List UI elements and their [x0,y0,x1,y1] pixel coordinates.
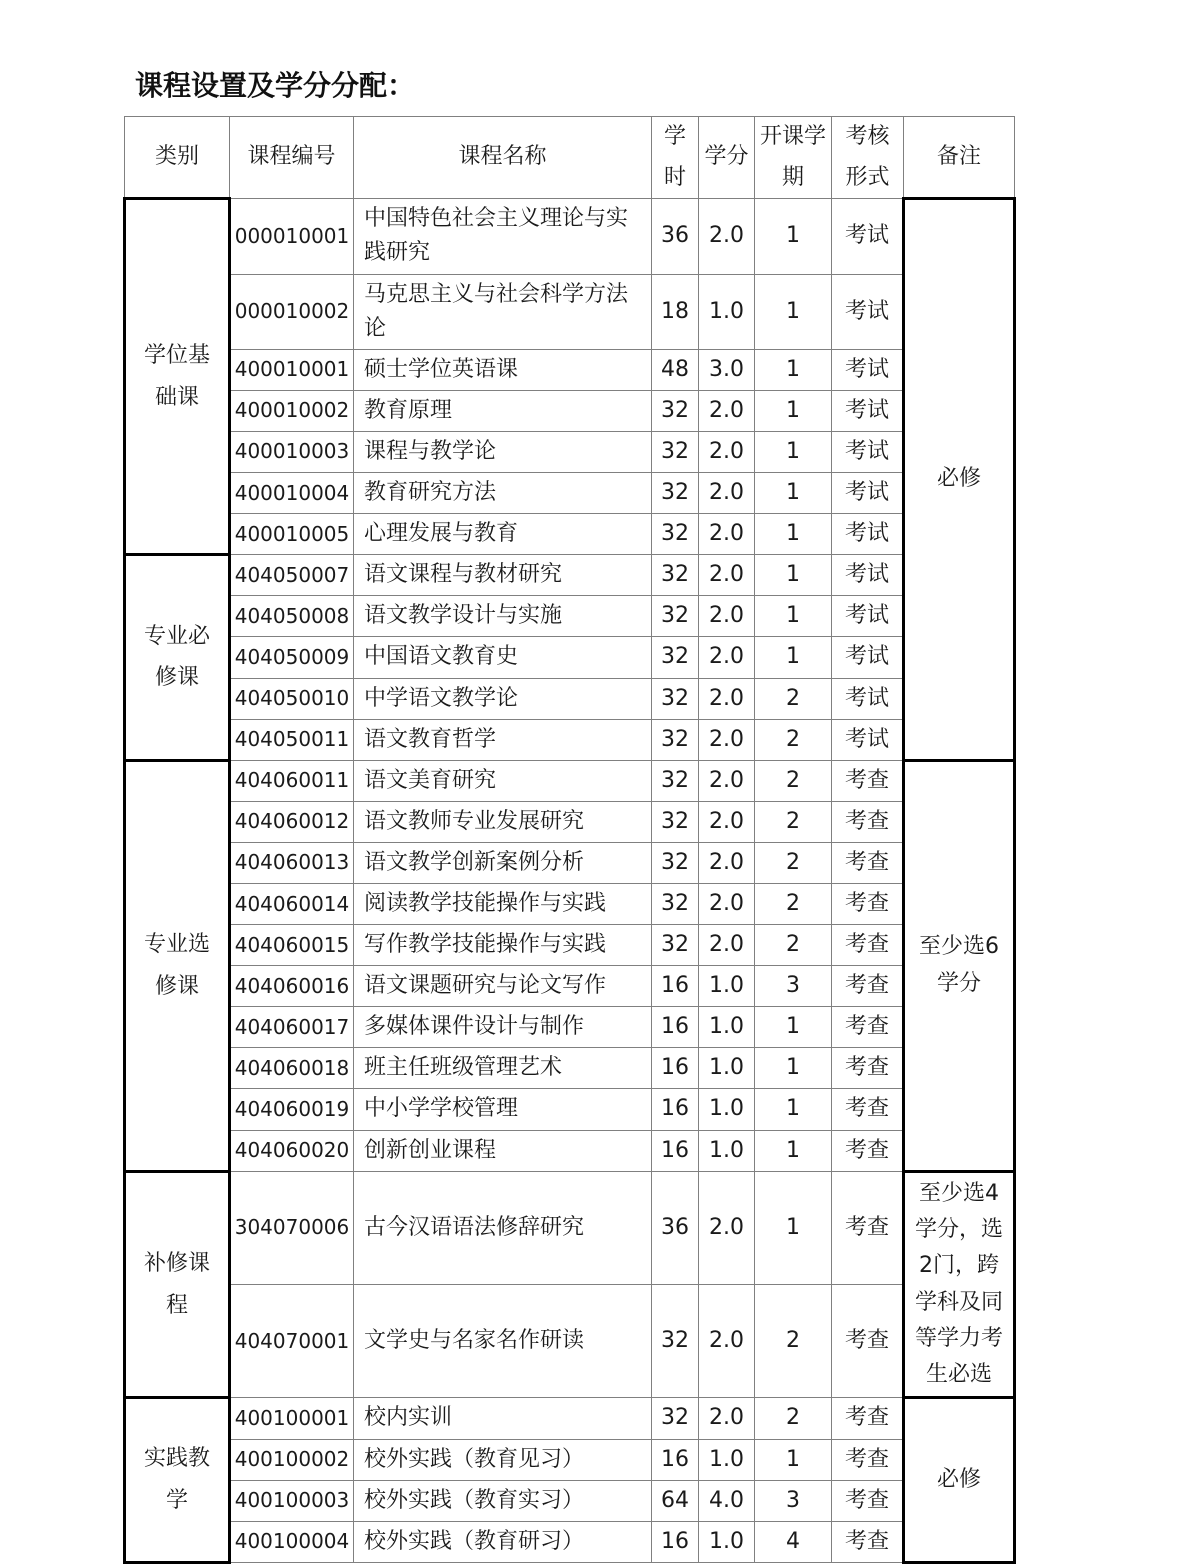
assessment-cell: 考查 [832,966,904,1007]
course-name-cell: 课程与教学论 [354,431,652,472]
course-id-cell: 404060020 [230,1130,354,1171]
semester-cell: 1 [755,274,832,349]
course-id-cell: 404060016 [230,966,354,1007]
assessment-cell: 考试 [832,678,904,719]
hours-cell: 32 [652,883,699,924]
course-name-cell: 写作教学技能操作与实践 [354,925,652,966]
hours-cell: 16 [652,1521,699,1562]
assessment-cell: 考试 [832,555,904,596]
credits-cell: 2.0 [699,473,755,514]
credits-cell: 1.0 [699,1521,755,1562]
semester-cell: 3 [755,966,832,1007]
assessment-cell: 考查 [832,1285,904,1398]
hours-cell: 64 [652,1480,699,1521]
semester-cell: 2 [755,1285,832,1398]
credits-cell: 2.0 [699,925,755,966]
course-name-cell: 校内实训 [354,1398,652,1439]
semester-cell: 2 [755,760,832,801]
course-name-cell: 中国特色社会主义理论与实践研究 [354,199,652,274]
hours-cell: 16 [652,966,699,1007]
hours-cell: 32 [652,555,699,596]
course-name-cell: 教育原理 [354,390,652,431]
hours-cell: 32 [652,431,699,472]
credits-cell: 2.0 [699,637,755,678]
hours-cell: 32 [652,842,699,883]
course-row [125,1398,1015,1439]
course-id-cell: 304070006 [230,1171,354,1284]
hours-cell: 32 [652,473,699,514]
credits-cell: 1.0 [699,1048,755,1089]
credits-cell: 2.0 [699,1285,755,1398]
credits-cell: 2.0 [699,555,755,596]
semester-cell: 1 [755,1007,832,1048]
remark-cell: 必修 [904,1398,1015,1562]
semester-cell: 1 [755,637,832,678]
credits-cell: 2.0 [699,678,755,719]
header-category: 类别 [125,117,230,199]
hours-cell: 16 [652,1089,699,1130]
course-id-cell: 404060013 [230,842,354,883]
header-semester: 开课学期 [755,117,832,199]
credits-cell: 3.0 [699,349,755,390]
hours-cell: 32 [652,596,699,637]
course-id-cell: 404050007 [230,555,354,596]
course-row [125,1130,1015,1171]
course-id-cell: 404070001 [230,1285,354,1398]
assessment-cell: 考查 [832,1480,904,1521]
table-body [125,199,1015,1562]
hours-cell: 16 [652,1130,699,1171]
hours-cell: 32 [652,760,699,801]
course-id-cell: 400100002 [230,1439,354,1480]
hours-cell: 32 [652,1285,699,1398]
hours-cell: 32 [652,1398,699,1439]
course-name-cell: 多媒体课件设计与制作 [354,1007,652,1048]
course-row [125,514,1015,555]
course-id-cell: 400100001 [230,1398,354,1439]
semester-cell: 1 [755,473,832,514]
semester-cell: 1 [755,1171,832,1284]
hours-cell: 32 [652,514,699,555]
hours-cell: 16 [652,1439,699,1480]
course-id-cell: 404060012 [230,801,354,842]
category-cell: 学位基础课 [125,199,230,555]
header-course-name: 课程名称 [354,117,652,199]
assessment-cell: 考查 [832,883,904,924]
credits-cell: 2.0 [699,883,755,924]
header-hours: 学时 [652,117,699,199]
course-name-cell: 语文美育研究 [354,760,652,801]
course-id-cell: 400010002 [230,390,354,431]
course-name-cell: 校外实践（教育实习） [354,1480,652,1521]
course-row [125,1048,1015,1089]
credits-cell: 2.0 [699,596,755,637]
course-id-cell: 404060017 [230,1007,354,1048]
course-id-cell: 400010001 [230,349,354,390]
hours-cell: 32 [652,678,699,719]
assessment-cell: 考查 [832,1521,904,1562]
assessment-cell: 考试 [832,596,904,637]
header-notes: 备注 [904,117,1015,199]
credits-cell: 1.0 [699,1089,755,1130]
semester-cell: 1 [755,1089,832,1130]
course-name-cell: 语文课题研究与论文写作 [354,966,652,1007]
assessment-cell: 考查 [832,842,904,883]
course-name-cell: 创新创业课程 [354,1130,652,1171]
course-name-cell: 校外实践（教育研习） [354,1521,652,1562]
course-id-cell: 000010001 [230,199,354,274]
hours-cell: 32 [652,719,699,760]
header-credits: 学分 [699,117,755,199]
assessment-cell: 考试 [832,473,904,514]
course-name-cell: 语文教育哲学 [354,719,652,760]
assessment-cell: 考查 [832,760,904,801]
hours-cell: 36 [652,199,699,274]
header-assessment: 考核形式 [832,117,904,199]
semester-cell: 1 [755,596,832,637]
course-name-cell: 语文教学创新案例分析 [354,842,652,883]
assessment-cell: 考试 [832,274,904,349]
remark-cell: 必修 [904,199,1015,760]
header-row [125,117,1015,199]
category-cell: 实践教学 [125,1398,230,1562]
course-table [123,116,1016,1564]
course-row [125,1521,1015,1562]
course-id-cell: 404050008 [230,596,354,637]
course-name-cell: 硕士学位英语课 [354,349,652,390]
assessment-cell: 考试 [832,349,904,390]
assessment-cell: 考试 [832,637,904,678]
course-row [125,1285,1015,1398]
course-id-cell: 404060019 [230,1089,354,1130]
assessment-cell: 考查 [832,1171,904,1284]
remark-cell: 至少选4学分，选2门，跨学科及同等学力考生必选 [904,1171,1015,1398]
semester-cell: 1 [755,514,832,555]
header-course-id: 课程编号 [230,117,354,199]
course-row [125,966,1015,1007]
course-id-cell: 404060015 [230,925,354,966]
course-name-cell: 中国语文教育史 [354,637,652,678]
credits-cell: 2.0 [699,514,755,555]
assessment-cell: 考查 [832,1007,904,1048]
credits-cell: 2.0 [699,1398,755,1439]
course-id-cell: 404050011 [230,719,354,760]
semester-cell: 4 [755,1521,832,1562]
hours-cell: 32 [652,637,699,678]
page-title: 课程设置及学分分配： [135,69,416,102]
assessment-cell: 考试 [832,514,904,555]
hours-cell: 18 [652,274,699,349]
course-name-cell: 古今汉语语法修辞研究 [354,1171,652,1284]
course-row [125,596,1015,637]
course-row [125,1171,1015,1284]
course-row [125,719,1015,760]
semester-cell: 2 [755,842,832,883]
course-name-cell: 阅读教学技能操作与实践 [354,883,652,924]
hours-cell: 32 [652,925,699,966]
credits-cell: 2.0 [699,1171,755,1284]
course-name-cell: 中小学学校管理 [354,1089,652,1130]
semester-cell: 1 [755,199,832,274]
course-row [125,349,1015,390]
semester-cell: 1 [755,431,832,472]
hours-cell: 32 [652,801,699,842]
hours-cell: 16 [652,1048,699,1089]
semester-cell: 2 [755,719,832,760]
course-row [125,637,1015,678]
course-row [125,1089,1015,1130]
semester-cell: 2 [755,801,832,842]
assessment-cell: 考试 [832,431,904,472]
assessment-cell: 考查 [832,1439,904,1480]
course-row [125,801,1015,842]
course-id-cell: 404060018 [230,1048,354,1089]
course-id-cell: 400010004 [230,473,354,514]
course-name-cell: 教育研究方法 [354,473,652,514]
course-row [125,1439,1015,1480]
hours-cell: 16 [652,1007,699,1048]
course-name-cell: 班主任班级管理艺术 [354,1048,652,1089]
credits-cell: 1.0 [699,1007,755,1048]
credits-cell: 4.0 [699,1480,755,1521]
course-name-cell: 马克思主义与社会科学方法论 [354,274,652,349]
course-id-cell: 404060014 [230,883,354,924]
course-row [125,760,1015,801]
course-name-cell: 语文教学设计与实施 [354,596,652,637]
course-id-cell: 400010003 [230,431,354,472]
hours-cell: 48 [652,349,699,390]
semester-cell: 1 [755,1439,832,1480]
assessment-cell: 考试 [832,390,904,431]
course-id-cell: 400100004 [230,1521,354,1562]
course-row [125,925,1015,966]
category-cell: 补修课程 [125,1171,230,1398]
assessment-cell: 考试 [832,719,904,760]
credits-cell: 2.0 [699,760,755,801]
course-row [125,883,1015,924]
course-row [125,1480,1015,1521]
course-name-cell: 语文课程与教材研究 [354,555,652,596]
semester-cell: 2 [755,925,832,966]
credits-cell: 1.0 [699,966,755,1007]
hours-cell: 36 [652,1171,699,1284]
course-row [125,842,1015,883]
credits-cell: 1.0 [699,1439,755,1480]
course-row [125,431,1015,472]
course-row [125,199,1015,274]
course-name-cell: 校外实践（教育见习） [354,1439,652,1480]
assessment-cell: 考查 [832,1089,904,1130]
credits-cell: 2.0 [699,801,755,842]
credits-cell: 2.0 [699,431,755,472]
assessment-cell: 考查 [832,1398,904,1439]
course-name-cell: 中学语文教学论 [354,678,652,719]
course-name-cell: 心理发展与教育 [354,514,652,555]
course-id-cell: 404060011 [230,760,354,801]
credits-cell: 1.0 [699,1130,755,1171]
course-row [125,390,1015,431]
assessment-cell: 考试 [832,199,904,274]
course-name-cell: 语文教师专业发展研究 [354,801,652,842]
semester-cell: 2 [755,678,832,719]
category-cell: 专业必修课 [125,555,230,760]
course-id-cell: 400100003 [230,1480,354,1521]
hours-cell: 32 [652,390,699,431]
assessment-cell: 考查 [832,1048,904,1089]
remark-cell: 至少选6学分 [904,760,1015,1171]
credits-cell: 1.0 [699,274,755,349]
course-row [125,1007,1015,1048]
semester-cell: 1 [755,555,832,596]
credits-cell: 2.0 [699,199,755,274]
semester-cell: 1 [755,390,832,431]
semester-cell: 1 [755,1130,832,1171]
course-name-cell: 文学史与名家名作研读 [354,1285,652,1398]
course-id-cell: 404050009 [230,637,354,678]
semester-cell: 2 [755,883,832,924]
credits-cell: 2.0 [699,842,755,883]
semester-cell: 1 [755,1048,832,1089]
course-id-cell: 000010002 [230,274,354,349]
assessment-cell: 考查 [832,1130,904,1171]
credits-cell: 2.0 [699,390,755,431]
assessment-cell: 考查 [832,801,904,842]
semester-cell: 1 [755,349,832,390]
course-id-cell: 404050010 [230,678,354,719]
semester-cell: 2 [755,1398,832,1439]
semester-cell: 3 [755,1480,832,1521]
course-id-cell: 400010005 [230,514,354,555]
course-row [125,473,1015,514]
credits-cell: 2.0 [699,719,755,760]
course-row [125,555,1015,596]
category-cell: 专业选修课 [125,760,230,1171]
assessment-cell: 考查 [832,925,904,966]
course-row [125,274,1015,349]
course-row [125,678,1015,719]
